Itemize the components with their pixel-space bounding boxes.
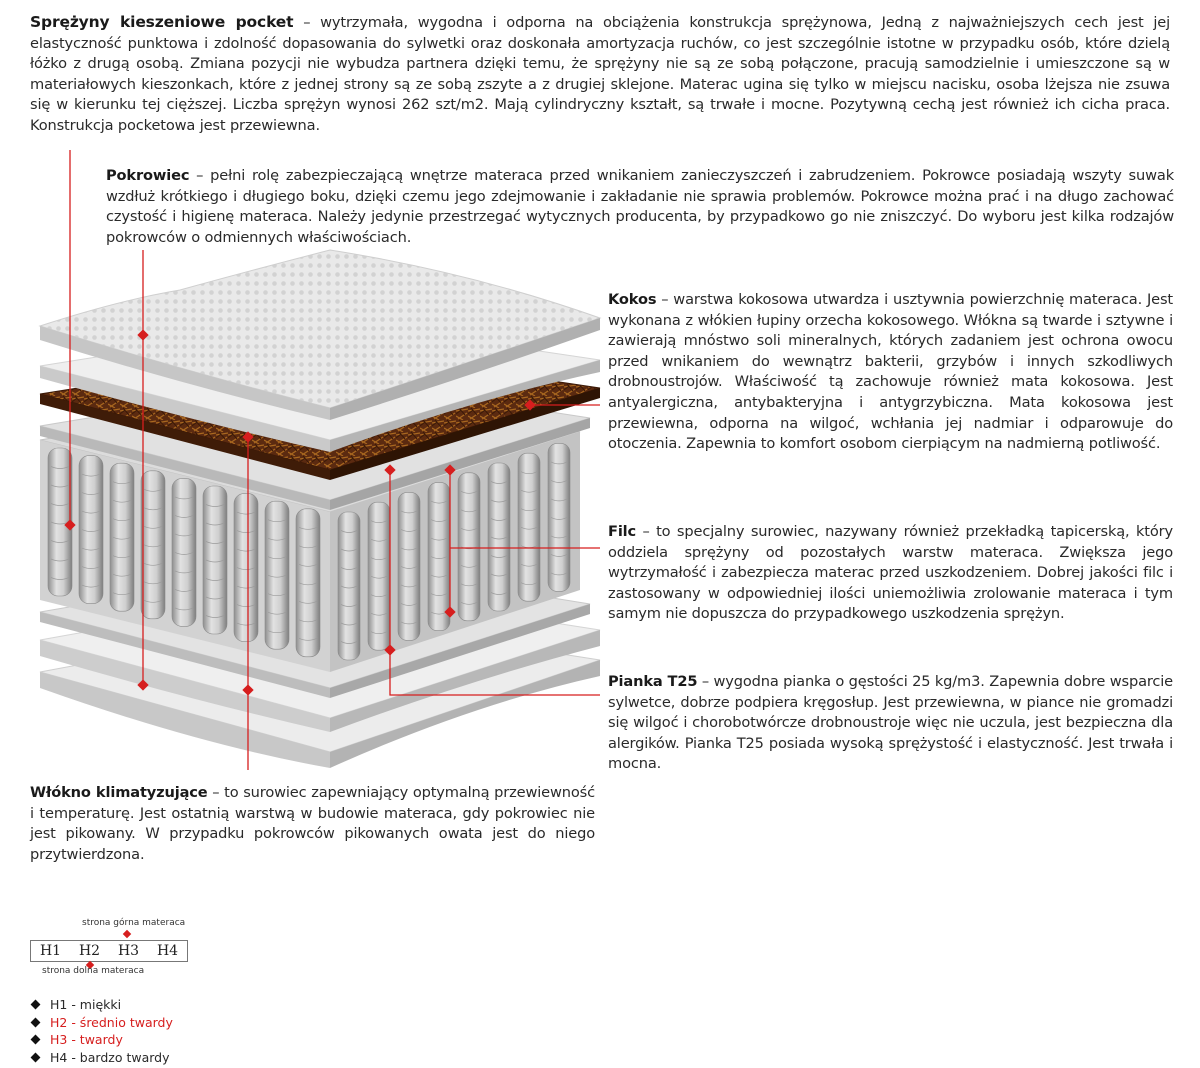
fiber-text: – to surowiec zapewniający optymalną przewiewność i temperaturę. Jest ostatnią warstwą w budowie materaca, gdy pokrowiec nie jest pikowany. W przypadku pokrowców pikowanych owata jest do niego przytwierdzona. xyxy=(30,784,595,863)
scale-cell-h2: H2 xyxy=(78,943,101,959)
coconut-title: Kokos xyxy=(608,291,657,308)
fiber-description xyxy=(30,783,595,865)
cover-description xyxy=(106,166,1174,248)
fiber-title: Włókno klimatyzujące xyxy=(30,784,208,801)
felt-description xyxy=(608,522,1173,625)
foam-title: Pianka T25 xyxy=(608,673,698,690)
legend-item-h2: H2 - średnio twardy xyxy=(30,1014,173,1032)
firmness-scale xyxy=(30,918,200,978)
diamond-bullet-icon xyxy=(31,1000,41,1010)
legend-item-h4: H4 - bardzo twardy xyxy=(30,1049,173,1067)
coconut-description xyxy=(608,290,1173,455)
springs-text: – wytrzymała, wygodna i odporna na obciążenia konstrukcja sprężynowa, Jedną z najważniejszych cech jest jej elastyczność punktowa i zdolność dopasowania do sylwetki oraz doskonała amortyzacja ruchów, co jest szczególnie istotne w przypadku osób, które dzielą łóżko z drugą osobą. Zmiana pozycji nie wybudza partnera dzięki temu, że sprężyny nie są ze sobą połączone, pracują samodzielnie i umieszczone są w materiałowych kieszonkach, które z jednej strony są ze sobą zszyte a z drugiej sklejone. Materac ugina się tylko w miejscu nacisku, osoba lżejsza nie zsuwa się w kierunku tej cięższej. Liczba sprężyn wynosi 262 szt/m2. Mają cylindryczny kształt, są trwałe i mocne. Pozytywną cechą jest również ich cicha praca. Konstrukcja pocketowa jest przewiewna. xyxy=(30,14,1170,134)
foam-text: – wygodna pianka o gęstości 25 kg/m3. Zapewnia dobre wsparcie sylwetce, dobrze podpiera kręgosłup. Jest przewiewna, w piance nie gromadzi się wilgoć i chorobotwórcze drobnoustroje więc nie uczula, jest bezpieczna dla alergików. Pianka T25 posiada wysoką sprężystość i elastyczność. Jest trwała i mocna. xyxy=(608,673,1174,773)
scale-bottom-label: strona dolna materaca xyxy=(42,966,145,976)
felt-text: – to specjalny surowiec, nazywany również przekładką tapicerską, który oddziela sprężyny od pozostałych warstw materaca. Zwiększa jego wytrzymałość i zabezpiecza materac przed uszkodzeniem. Dobrej jakości filc i zastosowany w odpowiedniej ilości uniemożliwia zrolowanie materaca i tym samym nie dopuszcza do przypadkowego uszkodzenia sprężyn. xyxy=(608,523,1173,623)
top-side-marker-icon xyxy=(123,930,131,938)
felt-title: Filc xyxy=(608,523,637,540)
legend-item-h3: H3 - twardy xyxy=(30,1031,173,1049)
legend-item-h1: H1 - miękki xyxy=(30,996,173,1014)
diamond-bullet-icon xyxy=(31,1035,41,1045)
diamond-bullet-icon xyxy=(31,1052,41,1062)
springs-title: Sprężyny kieszeniowe pocket xyxy=(30,13,294,31)
coconut-text: – warstwa kokosowa utwardza i usztywnia powierzchnię materaca. Jest wykonana z włókien łupiny orzecha kokosowego. Włókna są twarde i sztywne i zawierają mnóstwo soli mineralnych, których zadaniem jest ochrona owocu przed wnikaniem do wewnątrz bakterii, grzybów i innych szkodliwych drobnoustrojów. Właściwość tą zachowuje również mata kokosowa. Jest antyalergiczna, antybakteryjna i antygrzybiczna. Mata kokosowa jest przewiewna, odporna na wilgoć, wchłania jej nadmiar i odparowuje do otoczenia. Zapewnia to komfort osobom cierpiącym na nadmierną potliwość. xyxy=(608,291,1173,453)
diamond-bullet-icon xyxy=(31,1017,41,1027)
scale-cell-h3: H3 xyxy=(117,943,140,959)
cover-text: – pełni rolę zabezpieczającą wnętrze materaca przed wnikaniem zanieczyszczeń i zabrudzeniem. Pokrowce posiadają wszyty suwak wzdłuż krótkiego i długiego boku, dzięki czemu jego zdejmowanie i zakładanie nie sprawia problemów. Pokrowce można prać i na długo zachować czystość i higienę materaca. Należy jedynie przestrzegać wytycznych producenta, by przypadkowo go nie zniszczyć. Do wyboru jest kilka rodzajów pokrowców o odmiennych właściwościach. xyxy=(106,167,1174,246)
foam-description xyxy=(608,672,1173,775)
scale-cell-h1: H1 xyxy=(39,943,62,959)
cover-title: Pokrowiec xyxy=(106,167,190,184)
scale-cell-h4: H4 xyxy=(156,943,179,959)
firmness-legend xyxy=(30,996,173,1066)
springs-description xyxy=(30,12,1170,137)
scale-box xyxy=(30,940,188,962)
scale-top-label: strona górna materaca xyxy=(82,918,186,928)
